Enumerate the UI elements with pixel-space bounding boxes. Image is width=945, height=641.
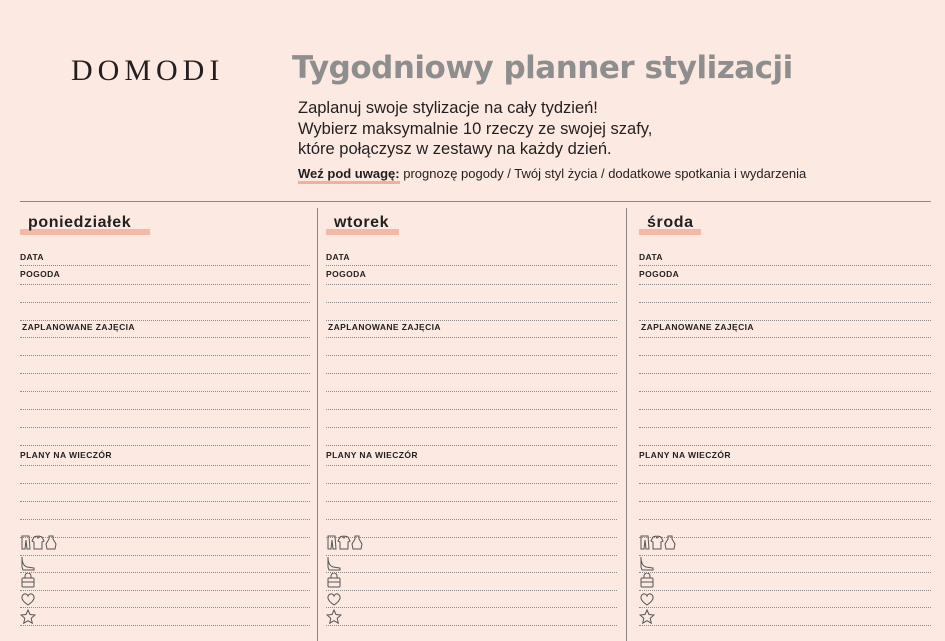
writing-line[interactable] [20,373,310,374]
writing-line[interactable] [20,465,310,466]
field-label-date: DATA [326,252,350,262]
writing-line[interactable] [326,427,617,428]
writing-line[interactable] [639,519,931,520]
star-icon [639,609,655,624]
writing-line[interactable] [20,391,310,392]
writing-line[interactable] [326,284,617,285]
writing-line[interactable] [20,625,310,626]
writing-line[interactable] [326,537,617,538]
writing-line[interactable] [326,465,617,466]
writing-line[interactable] [639,409,931,410]
field-label-weather: POGODA [326,269,367,279]
logo: DOMODI [71,54,225,87]
field-label-weather: POGODA [639,269,680,279]
writing-line[interactable] [20,483,310,484]
field-label-date: DATA [639,252,663,262]
heart-icon [20,592,36,607]
writing-line[interactable] [326,483,617,484]
writing-line[interactable] [639,355,931,356]
day-title: wtorek [334,214,390,231]
field-label-weather: POGODA [20,269,61,279]
writing-line[interactable] [639,555,931,556]
writing-line[interactable] [20,607,310,608]
intro-line: Wybierz maksymalnie 10 rzeczy ze swojej szafy, [298,119,653,138]
writing-line[interactable] [326,607,617,608]
writing-line[interactable] [20,302,310,303]
writing-line[interactable] [326,519,617,520]
writing-line[interactable] [639,320,931,321]
writing-line[interactable] [20,355,310,356]
note-text: prognozę pogody / Twój styl życia / dodatkowe spotkania i wydarzenia [399,166,807,181]
column-divider [317,208,318,641]
writing-line[interactable] [639,265,931,266]
day-column [20,208,310,641]
writing-line[interactable] [326,302,617,303]
intro-text [298,98,858,160]
shoe-icon [326,556,342,571]
clothes-icon [326,535,366,550]
writing-line[interactable] [639,607,931,608]
writing-line[interactable] [639,501,931,502]
day-column [639,208,931,641]
field-label-evening: PLANY NA WIECZÓR [639,450,731,460]
writing-line[interactable] [326,445,617,446]
writing-line[interactable] [20,320,310,321]
writing-line[interactable] [639,572,931,573]
field-label-evening: PLANY NA WIECZÓR [20,450,112,460]
heart-icon [639,592,655,607]
field-label-activities: ZAPLANOWANE ZAJĘCIA [22,322,135,332]
writing-line[interactable] [20,409,310,410]
day-title: środa [647,214,694,231]
writing-line[interactable] [326,409,617,410]
writing-line[interactable] [20,337,310,338]
writing-line[interactable] [20,590,310,591]
note [298,166,806,181]
writing-line[interactable] [326,355,617,356]
writing-line[interactable] [639,625,931,626]
writing-line[interactable] [639,337,931,338]
writing-line[interactable] [20,265,310,266]
writing-line[interactable] [326,572,617,573]
writing-line[interactable] [326,590,617,591]
writing-line[interactable] [20,537,310,538]
writing-line[interactable] [326,320,617,321]
writing-line[interactable] [326,373,617,374]
field-label-date: DATA [20,252,44,262]
clothes-icon [639,535,679,550]
page-title: Tygodniowy planner stylizacji [292,50,793,86]
field-label-activities: ZAPLANOWANE ZAJĘCIA [328,322,441,332]
day-title: poniedziałek [28,214,132,231]
star-icon [326,609,342,624]
writing-line[interactable] [639,373,931,374]
writing-line[interactable] [639,483,931,484]
heart-icon [326,592,342,607]
writing-line[interactable] [20,445,310,446]
writing-line[interactable] [639,302,931,303]
writing-line[interactable] [326,555,617,556]
writing-line[interactable] [326,625,617,626]
bag-icon [20,573,36,588]
bag-icon [639,573,655,588]
writing-line[interactable] [20,555,310,556]
star-icon [20,609,36,624]
field-label-activities: ZAPLANOWANE ZAJĘCIA [641,322,754,332]
clothes-icon [20,535,60,550]
intro-line: które połączysz w zestawy na każdy dzień. [298,140,612,158]
writing-line[interactable] [326,337,617,338]
writing-line[interactable] [20,284,310,285]
column-divider [626,208,627,641]
writing-line[interactable] [20,519,310,520]
header-divider [20,201,931,202]
intro-line: Zaplanuj swoje stylizacje na cały tydzień! [298,99,598,117]
note-label: Weź pod uwagę: [298,166,400,184]
writing-line[interactable] [639,391,931,392]
writing-line[interactable] [20,501,310,502]
writing-line[interactable] [326,391,617,392]
writing-line[interactable] [326,501,617,502]
day-column [326,208,617,641]
shoe-icon [639,556,655,571]
writing-line[interactable] [639,284,931,285]
writing-line[interactable] [326,265,617,266]
shoe-icon [20,556,36,571]
writing-line[interactable] [639,537,931,538]
writing-line[interactable] [639,465,931,466]
writing-line[interactable] [639,590,931,591]
field-label-evening: PLANY NA WIECZÓR [326,450,418,460]
writing-line[interactable] [20,572,310,573]
bag-icon [326,573,342,588]
writing-line[interactable] [639,445,931,446]
writing-line[interactable] [20,427,310,428]
writing-line[interactable] [639,427,931,428]
